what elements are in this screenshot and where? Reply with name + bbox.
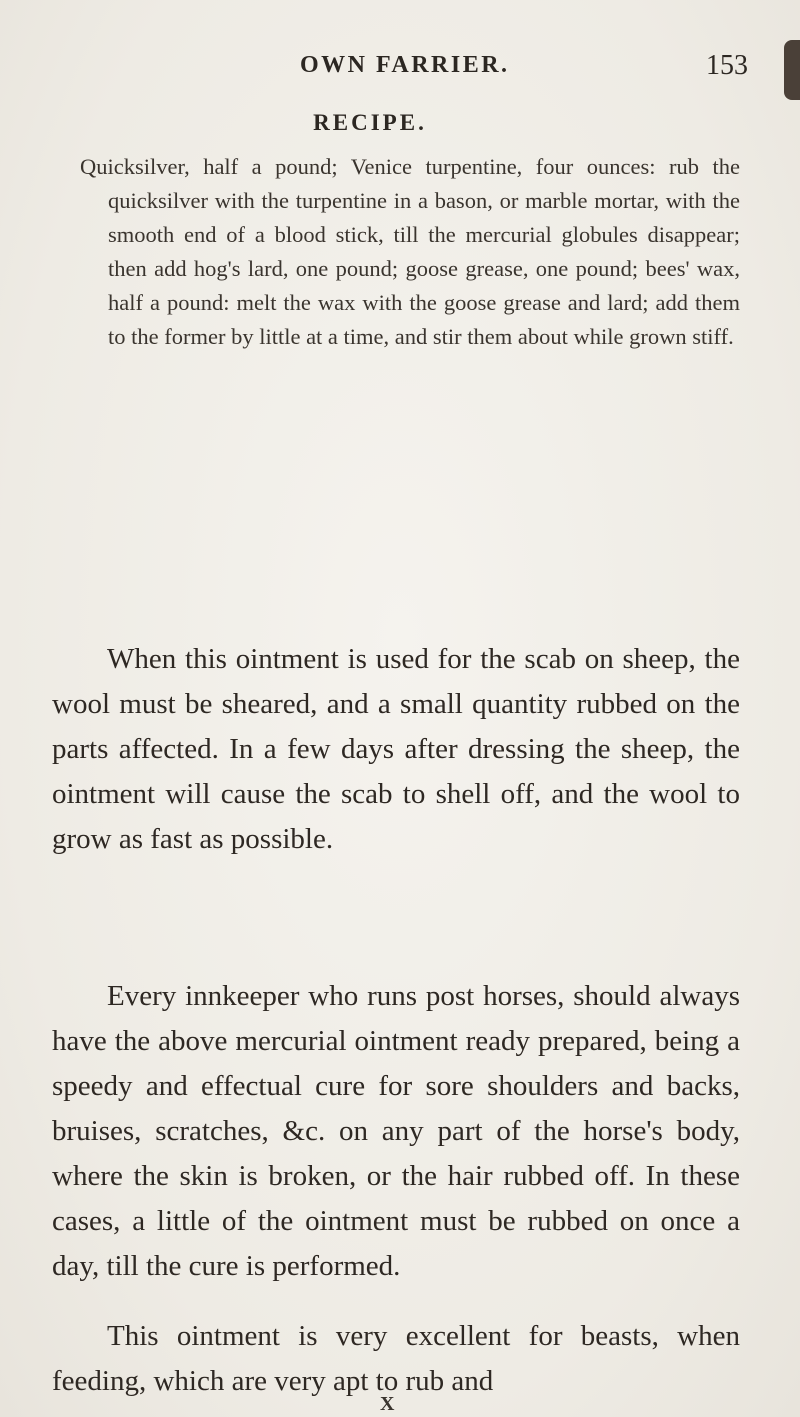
running-head: OWN FARRIER. xyxy=(300,52,510,78)
page-number: 153 xyxy=(706,50,748,81)
page-edge-mark xyxy=(784,40,800,100)
section-heading: RECIPE. xyxy=(313,110,427,135)
signature-mark: X xyxy=(380,1393,395,1415)
recipe-paragraph xyxy=(80,150,740,354)
paragraph-innkeeper: Every innkeeper who runs post horses, should always have the above mercurial ointment ready prepared, being a speedy and effectual cure for sore shoulders and backs, bruises, scratches, &c. on any part of the horse's body, where the skin is broken, or the hair rubbed off. In these cases, a little of the ointment must be rubbed on once a day, till the cure is performed. xyxy=(52,980,740,1282)
recipe-text: Quicksilver, half a pound; Venice turpentine, four ounces: rub the quicksilver with the turpentine in a bason, or marble mortar, with the smooth end of a blood stick, till the mercurial globules disappear; then add hog's lard, one pound; goose grease, one pound; bees' wax, half a pound: melt the wax with the goose grease and lard; add them to the former by little at a time, and stir them about while grown stiff. xyxy=(80,154,740,349)
paragraph-sheep-scab: When this ointment is used for the scab on sheep, the wool must be sheared, and a small quantity rubbed on the parts affected. In a few days after dressing the sheep, the ointment will cause the scab to shell off, and the wool to grow as fast as possible. xyxy=(52,643,740,855)
paragraph-beasts: This ointment is very excellent for beasts, when feeding, which are very apt to rub and xyxy=(52,1320,740,1397)
